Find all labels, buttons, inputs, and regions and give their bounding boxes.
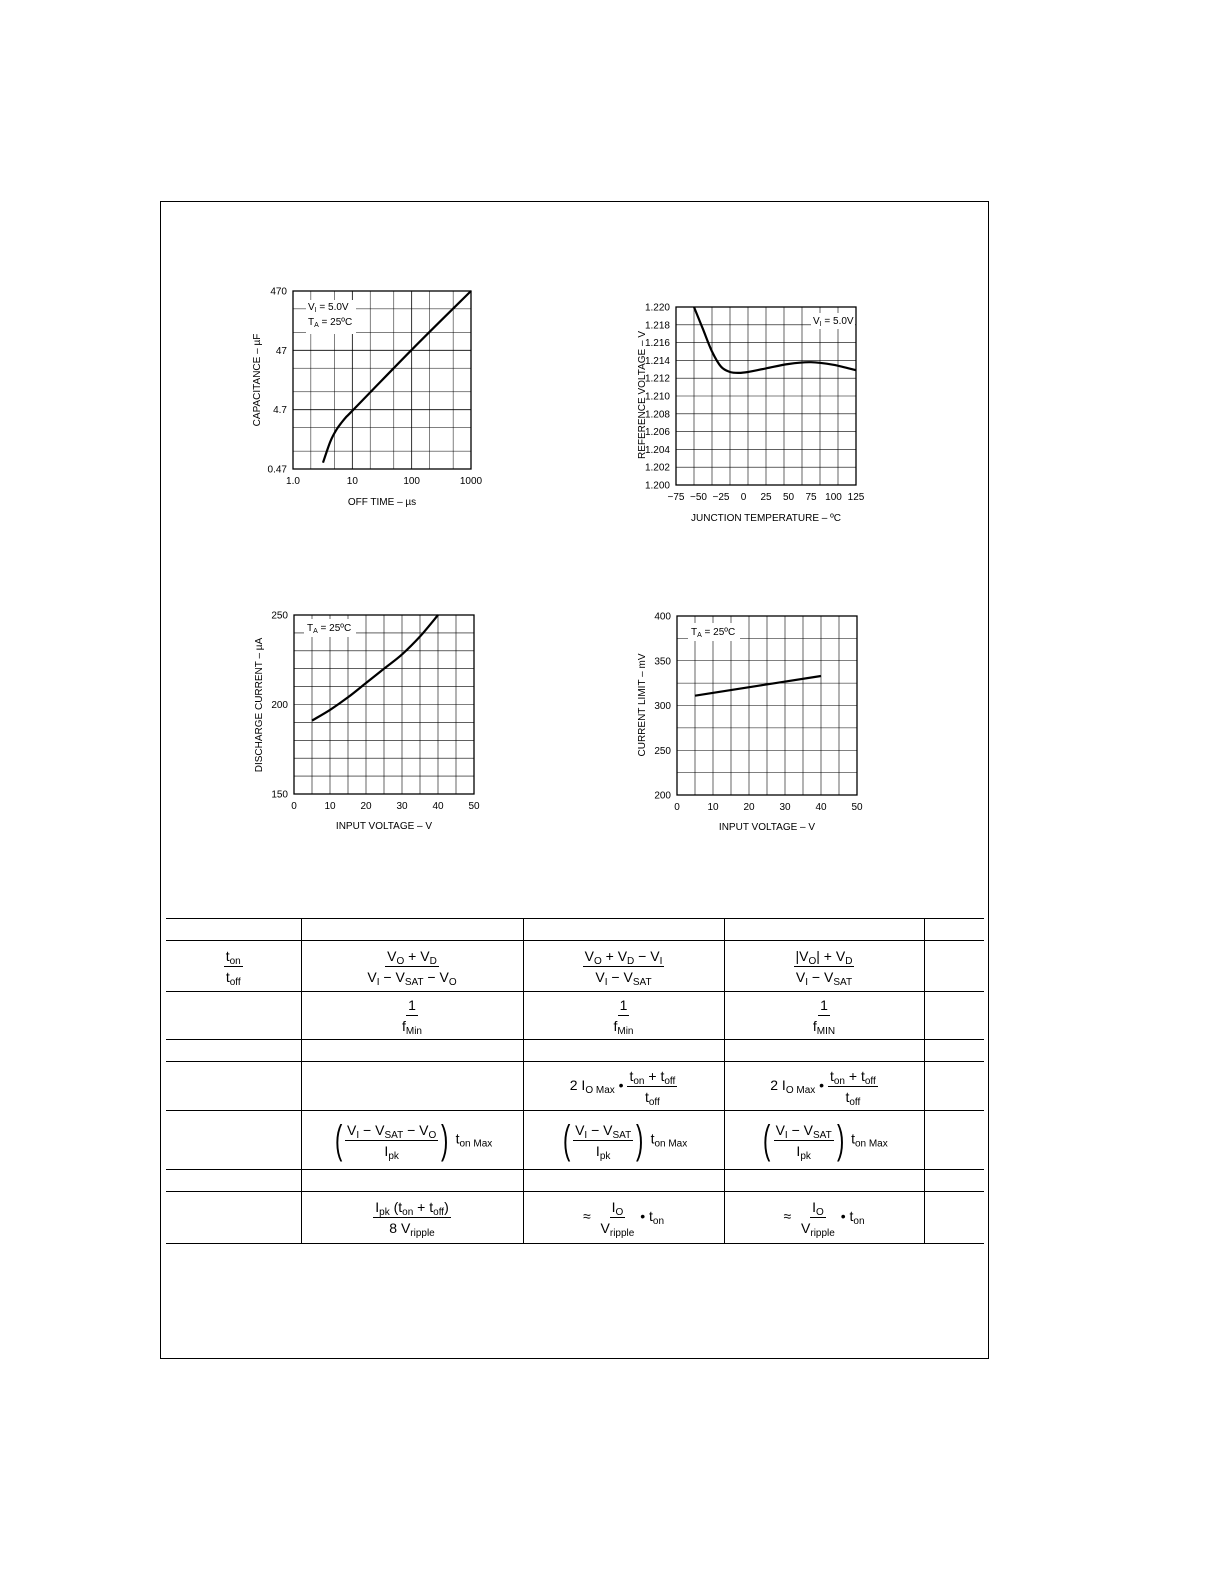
y-axis-label: CAPACITANCE – µF (252, 333, 263, 427)
table-row (166, 992, 984, 1040)
design-formula-table (166, 918, 984, 1244)
x-tick-label: 10 (324, 801, 336, 812)
legend-vi: $V_I = 5.0V$ (308, 302, 349, 314)
y-tick-label: 250 (654, 745, 671, 757)
x-tick-label: 30 (779, 802, 791, 813)
step-up-period-formula (523, 992, 724, 1040)
inverting-period-formula (724, 992, 924, 1040)
fraction: $\frac{I_{pk} (t_{on} + t_{off})}{8 V_{ripple}}$ (375, 1199, 449, 1239)
y-tick-label: 150 (271, 789, 288, 801)
x-tick-label: 100 (825, 492, 842, 503)
step-down-period-formula (301, 992, 523, 1040)
x-tick-labels (674, 802, 863, 813)
y-axis-label: CURRENT LIMIT – mV (637, 653, 648, 757)
x-tick-label: 50 (782, 492, 795, 503)
y-tick-label: 1.220 (644, 302, 670, 314)
legend-ta: $T_A$ = 25ºC (691, 627, 736, 639)
table-cell (301, 1170, 523, 1192)
y-tick-label: 1.206 (644, 427, 670, 439)
y-tick-label: 1.216 (644, 338, 670, 350)
x-tick-label: 25 (760, 492, 772, 503)
fraction: $\frac{t_{on} + t_{off}}{t_{off}}$ (829, 1067, 876, 1108)
data-series-line (695, 676, 821, 696)
x-tick-label: 1.0 (286, 476, 300, 487)
x-tick-label: 75 (805, 492, 817, 503)
x-tick-label: −50 (690, 492, 707, 503)
table-cell (523, 1170, 724, 1192)
step-up-lmin-formula: ( $\frac{V_I - V_{SAT}}{I_{pk}}$ ) $t_{on Max}$ (523, 1111, 724, 1170)
table-cell (924, 992, 984, 1040)
fraction: $\frac{1}{f_{Min}}$ (401, 997, 422, 1037)
table-row (166, 1062, 984, 1111)
y-axis-label: REFERENCE VOLTAGE – V (637, 331, 648, 459)
fraction: $\frac{I_O}{V_{ripple}}$ (801, 1199, 835, 1239)
y-tick-label: 350 (654, 656, 671, 668)
fraction: $\frac{V_I - V_{SAT} - V_O}{I_{pk}}$ (347, 1121, 437, 1162)
y-tick-label: 0.47 (267, 464, 287, 476)
x-tick-label: 0 (291, 801, 297, 812)
table-cell (523, 1040, 724, 1062)
x-tick-labels (286, 476, 483, 487)
x-tick-label: 1000 (459, 476, 483, 487)
x-axis-label: JUNCTION TEMPERATURE – ºC (691, 513, 841, 524)
fraction: $\frac{V_O + V_D - V_I}{V_I - V_{SAT}}$ (584, 947, 663, 988)
step-up-ipk-formula: 2 $I_{O Max}$ • $\frac{t_{on} + t_{off}}{t_{off}}$ (523, 1062, 724, 1111)
table-cell (924, 941, 984, 992)
y-tick-label: 1.208 (644, 409, 670, 421)
table-row (166, 1111, 984, 1170)
table-cell (924, 1040, 984, 1062)
x-tick-label: 0 (740, 492, 747, 503)
fraction: $\frac{t_{on}}{t_{off}}$ (225, 947, 241, 988)
fraction: $\frac{V_O + V_D}{V_I - V_{SAT} - V_O}$ (367, 947, 457, 988)
capacitance-vs-off-time-chart (240, 280, 500, 515)
x-tick-label: 125 (847, 492, 865, 503)
table-cell (924, 1111, 984, 1170)
y-tick-label: 1.214 (644, 355, 670, 367)
fraction: $\frac{1}{f_{Min}}$ (613, 997, 634, 1037)
table-cell (166, 1111, 301, 1170)
x-tick-labels (668, 492, 865, 503)
y-axis-label: DISCHARGE CURRENT – µA (254, 637, 265, 773)
table-cell (166, 1040, 301, 1062)
x-tick-label: 10 (707, 802, 719, 813)
x-tick-label: 50 (851, 802, 863, 813)
x-tick-label: 40 (815, 802, 827, 813)
step-up-co-formula: ≈ $\frac{I_O}{V_{ripple}}$ • $t_{on}$ (523, 1192, 724, 1244)
fraction: $\frac{|V_O| + V_D}{V_I - V_{SAT}}$ (795, 947, 853, 988)
fraction: $\frac{1}{f_{MIN}}$ (812, 997, 836, 1037)
step-up-ratio-formula (523, 941, 724, 992)
chart-grid (294, 615, 474, 794)
y-tick-label: 250 (271, 610, 288, 622)
y-tick-labels (268, 287, 288, 476)
y-tick-label: 47 (275, 345, 287, 357)
step-down-ratio-formula (301, 941, 523, 992)
table-cell (301, 1062, 523, 1111)
x-tick-label: 10 (346, 476, 358, 487)
y-tick-label: 200 (654, 790, 671, 802)
x-tick-label: 100 (403, 476, 421, 487)
table-cell (166, 992, 301, 1040)
table-row (166, 1192, 984, 1244)
y-tick-label: 1.212 (644, 373, 670, 385)
table-cell (924, 1192, 984, 1244)
fraction: $\frac{t_{on} + t_{off}}{t_{off}}$ (629, 1067, 676, 1108)
current-limit-vs-input-voltage-chart (620, 605, 880, 840)
table-cell (301, 919, 523, 941)
y-tick-label: 1.218 (644, 320, 670, 332)
inverting-co-formula: ≈ $\frac{I_O}{V_{ripple}}$ • $t_{on}$ (724, 1192, 924, 1244)
table-cell (166, 1170, 301, 1192)
table-cell (166, 1062, 301, 1111)
x-tick-label: 20 (743, 802, 755, 813)
x-tick-label: 20 (360, 801, 372, 812)
table-cell (724, 1040, 924, 1062)
y-tick-label: 470 (270, 286, 287, 298)
table-cell (523, 919, 724, 941)
y-tick-label: 200 (271, 700, 288, 711)
y-tick-labels (654, 612, 671, 802)
table-cell (724, 1170, 924, 1192)
inverting-lmin-formula: ( $\frac{V_I - V_{SAT}}{I_{pk}}$ ) $t_{on Max}$ (724, 1111, 924, 1170)
chart-grid (676, 307, 856, 485)
x-tick-label: 50 (468, 801, 480, 812)
y-tick-label: 1.200 (644, 480, 670, 492)
legend-vi: $V_I = 5.0V$ (813, 316, 854, 328)
x-tick-labels (291, 801, 480, 812)
x-axis-label: INPUT VOLTAGE – V (718, 822, 816, 833)
legend-ta: $T_A$ = 25ºC (307, 623, 352, 635)
inverting-ratio-formula (724, 941, 924, 992)
x-tick-label: 30 (396, 801, 408, 812)
y-tick-label: 1.202 (644, 462, 670, 474)
y-tick-label: 4.7 (273, 405, 287, 417)
table-header-row (166, 919, 984, 941)
x-tick-label: −25 (712, 492, 730, 503)
x-tick-label: −75 (667, 492, 685, 503)
table-cell (166, 919, 301, 941)
discharge-current-vs-input-voltage-chart (240, 605, 500, 840)
inverting-ipk-formula: 2 $I_{O Max}$ • $\frac{t_{on} + t_{off}}{t_{off}}$ (724, 1062, 924, 1111)
table-cell (924, 1170, 984, 1192)
x-axis-label: INPUT VOLTAGE – V (335, 821, 433, 832)
reference-voltage-vs-temperature-chart (620, 295, 880, 530)
step-down-co-formula (301, 1192, 523, 1244)
y-tick-label: 300 (654, 701, 671, 712)
y-tick-label: 400 (654, 611, 671, 623)
fraction: $\frac{I_O}{V_{ripple}}$ (600, 1199, 635, 1239)
table-cell (924, 1062, 984, 1111)
fraction: $\frac{V_I - V_{SAT}}{I_{pk}}$ (575, 1121, 632, 1162)
fraction: $\frac{V_I - V_{SAT}}{I_{pk}}$ (775, 1121, 832, 1162)
ton-toff-label (166, 941, 301, 992)
y-tick-label: 1.204 (644, 444, 670, 456)
table-cell (924, 919, 984, 941)
step-down-lmin-formula: ( $\frac{V_I - V_{SAT} - V_O}{I_{pk}}$ ) $t_{on Max}$ (301, 1111, 523, 1170)
x-tick-label: 0 (674, 802, 680, 813)
table-row (166, 1170, 984, 1192)
table-row (166, 941, 984, 992)
table-row (166, 1040, 984, 1062)
table-cell (301, 1040, 523, 1062)
y-tick-labels (271, 611, 288, 801)
legend-ta: $T_A$ = 25ºC (308, 317, 353, 329)
chart-grid (677, 616, 857, 795)
table-cell (724, 919, 924, 941)
x-axis-label: OFF TIME – µs (347, 497, 417, 508)
y-tick-labels (645, 303, 670, 492)
x-tick-label: 40 (432, 801, 444, 812)
y-tick-label: 1.210 (644, 391, 670, 403)
table-cell (166, 1192, 301, 1244)
